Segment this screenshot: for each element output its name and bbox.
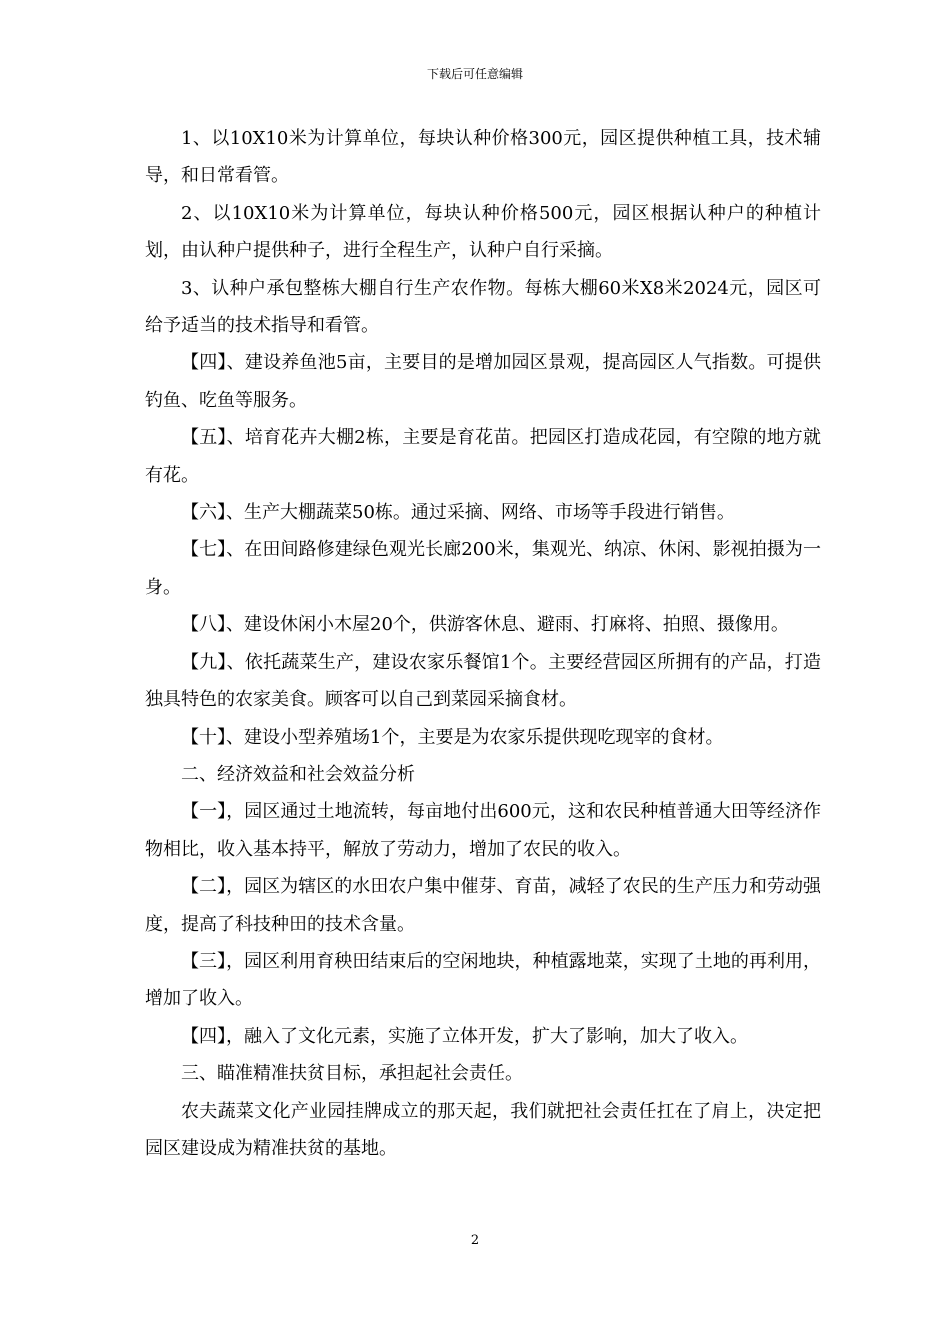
page-header: 下载后可任意编辑 [426,67,523,81]
paragraph: 3、认种户承包整栋大棚自行生产农作物。每栋大棚60米X8米2024元，园区可给予适当的技术指导和看管。 [145,277,821,337]
document-body [145,120,821,1167]
paragraph: 【四】，融入了文化元素，实施了立体开发，扩大了影响，加大了收入。 [181,1025,748,1047]
paragraph: 【五】、培育花卉大棚2栋，主要是育花苗。把园区打造成花园，有空隙的地方就有花。 [145,427,821,486]
paragraph: 【二】，园区为辖区的水田农户集中催芽、育苗，减轻了农民的生产压力和劳动强度，提高了科技种田的技术含量。 [145,876,821,935]
paragraph: 农夫蔬菜文化产业园挂牌成立的那天起，我们就把社会责任扛在了肩上，决定把园区建设成为精准扶贫的基地。 [145,1100,821,1159]
paragraph: 【一】，园区通过土地流转，每亩地付出600元，这和农民种植普通大田等经济作物相比，收入基本持平，解放了劳动力，增加了农民的收入。 [145,801,821,860]
paragraph: 【九】、依托蔬菜生产，建设农家乐餐馆1个。主要经营园区所拥有的产品，打造独具特色的农家美食。顾客可以自己到菜园采摘食材。 [145,651,821,711]
section-heading: 三、瞄准精准扶贫目标，承担起社会责任。 [181,1063,523,1085]
paragraph: 【四】、建设养鱼池5亩，主要目的是增加园区景观，提高园区人气指数。可提供钓鱼、吃鱼等服务。 [145,352,821,411]
paragraph: 【六】、生产大棚蔬菜50栋。通过采摘、网络、市场等手段进行销售。 [181,502,735,524]
paragraph: 2、以10X10米为计算单位，每块认种价格500元，园区根据认种户的种植计划，由认种户提供种子，进行全程生产，认种户自行采摘。 [145,202,821,262]
paragraph: 1、以10X10米为计算单位，每块认种价格300元，园区提供种植工具，技术辅导，和日常看管。 [145,128,821,187]
section-heading: 二、经济效益和社会效益分析 [181,763,415,785]
paragraph: 【三】，园区利用育秧田结束后的空闲地块，种植露地菜，实现了土地的再利用，增加了收入。 [145,950,821,1010]
paragraph: 【七】、在田间路修建绿色观光长廊200米，集观光、纳凉、休闲、影视拍摄为一身。 [145,539,821,598]
paragraph: 【十】、建设小型养殖场1个，主要是为农家乐提供现吃现宰的食材。 [181,726,724,748]
paragraph: 【八】、建设休闲小木屋20个，供游客休息、避雨、打麻将、拍照、摄像用。 [181,614,789,636]
page-number: 2 [470,1233,480,1248]
